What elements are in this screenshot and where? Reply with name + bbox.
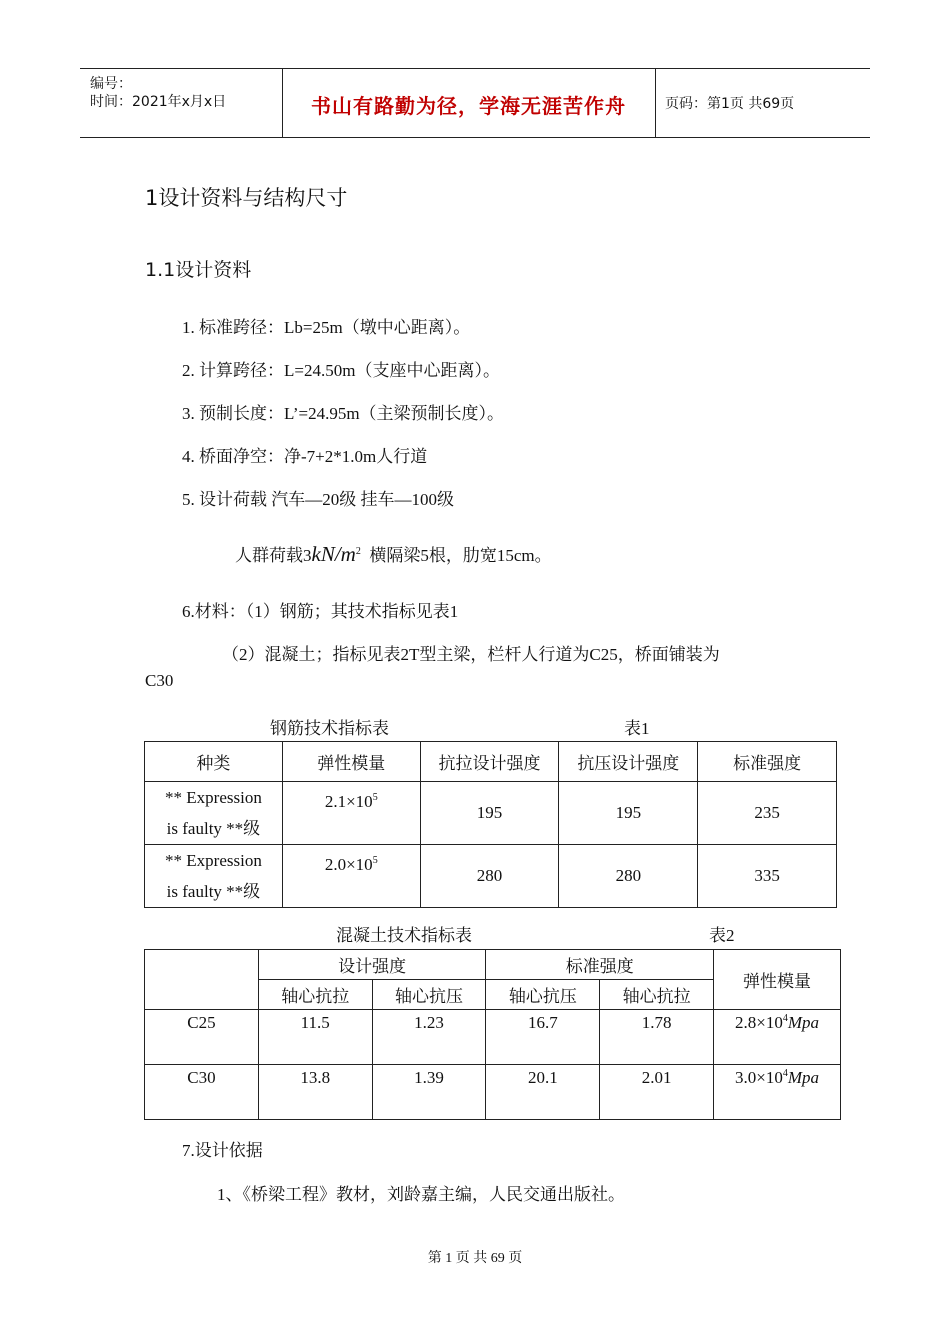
value-cell: 11.5 <box>258 1010 372 1065</box>
header-motto: 书山有路勤为径，学海无涯苦作舟 <box>311 94 626 118</box>
value-cell: 1.39 <box>372 1065 486 1120</box>
value-cell: 13.8 <box>258 1065 372 1120</box>
modulus-header: 弹性模量 <box>714 950 841 1010</box>
item-materials: 6.材料：（1）钢筋；其技术指标见表1 <box>182 602 459 621</box>
table-row <box>145 782 837 845</box>
value-cell: 16.7 <box>486 1010 600 1065</box>
table-header-cell: 抗拉设计强度 <box>420 742 559 782</box>
table-subheader-cell: 轴心抗压 <box>372 980 486 1010</box>
concrete-spec-table <box>144 949 841 1120</box>
modulus-base: 2.0×10 <box>324 855 373 874</box>
page-footer: 第 1 页 共 69 页 <box>427 1251 523 1266</box>
modulus-base: 3.0×10 <box>735 1068 783 1087</box>
item-prefab-length: 3. 预制长度：L’=24.95m（主梁预制长度）。 <box>182 404 505 423</box>
item-design-basis-ref: 1、《桥梁工程》教材，刘龄嘉主编，人民交通出版社。 <box>217 1185 625 1204</box>
tension-cell: 280 <box>420 845 559 908</box>
item-calc-span: 2. 计算跨径：L=24.50m（支座中心距离）。 <box>182 361 500 380</box>
item-materials-concrete: （2）混凝土；指标见表2T型主梁，栏杆人行道为C25，桥面铺装为 <box>222 645 720 664</box>
design-strength-header: 设计强度 <box>258 950 486 980</box>
subsection-title: 1.1设计资料 <box>145 259 252 281</box>
grade-cell: C30 <box>145 1065 259 1120</box>
crowd-load-unit: kN/m <box>311 542 356 566</box>
section-title: 1设计资料与结构尺寸 <box>145 186 348 210</box>
table2-caption: 混凝土技术指标表 <box>336 926 472 945</box>
table-subheader-cell: 轴心抗拉 <box>600 980 714 1010</box>
table2-number: 表2 <box>709 926 735 945</box>
modulus-base: 2.1×10 <box>324 792 373 811</box>
item-deck-clearance: 4. 桥面净空：净-7+2*1.0m人行道 <box>182 447 428 466</box>
steel-spec-table <box>144 741 837 908</box>
modulus-base: 2.8×10 <box>735 1013 783 1032</box>
crowd-load-prefix: 人群荷载3 <box>235 546 312 565</box>
grade-cell: C25 <box>145 1010 259 1065</box>
value-cell: 1.78 <box>600 1010 714 1065</box>
item-span: 1. 标准跨径：Lb=25m（墩中心距离）。 <box>182 318 471 337</box>
item-design-basis: 7.设计依据 <box>182 1141 263 1160</box>
grade-header-cell <box>145 950 259 1010</box>
standard-strength-header: 标准强度 <box>486 950 714 980</box>
header-meta-cell <box>80 69 283 137</box>
modulus-cell <box>282 845 420 908</box>
steel-type-cell <box>145 845 283 908</box>
crowd-load-exponent: 2 <box>355 546 361 557</box>
modulus-exponent: 4 <box>782 1068 788 1079</box>
crowd-load-suffix: 横隔梁5根，肋宽15cm。 <box>369 546 552 565</box>
modulus-cell <box>714 1065 841 1120</box>
modulus-cell <box>282 782 420 845</box>
doc-time-label: 时间：2021年x月x日 <box>90 94 227 110</box>
table-subheader-cell: 轴心抗压 <box>486 980 600 1010</box>
steel-type-line: ** Expression <box>165 788 262 807</box>
table-header-cell: 弹性模量 <box>282 742 420 782</box>
table-subheader-cell: 轴心抗拉 <box>258 980 372 1010</box>
table-header-cell: 种类 <box>145 742 283 782</box>
compression-cell: 195 <box>559 782 698 845</box>
modulus-cell <box>714 1010 841 1065</box>
modulus-exponent: 5 <box>372 855 378 866</box>
table-header-row <box>145 742 837 782</box>
header-motto-cell <box>282 69 656 137</box>
table-header-row <box>145 950 841 980</box>
table1-caption: 钢筋技术指标表 <box>270 719 389 738</box>
item-design-load: 5. 设计荷载 汽车—20级 挂车—100级 <box>182 490 454 509</box>
value-cell: 20.1 <box>486 1065 600 1120</box>
tension-cell: 195 <box>420 782 559 845</box>
item-crowd-load <box>235 541 552 567</box>
header-page-cell <box>655 69 870 137</box>
standard-cell: 335 <box>698 845 837 908</box>
modulus-exponent: 4 <box>782 1013 788 1024</box>
steel-type-line: ** Expression <box>165 851 262 870</box>
modulus-unit: Mpa <box>787 1013 820 1032</box>
steel-type-line: is faulty **级 <box>166 882 261 901</box>
table1-number: 表1 <box>624 719 650 738</box>
standard-cell: 235 <box>698 782 837 845</box>
modulus-unit: Mpa <box>787 1068 820 1087</box>
steel-type-line: is faulty **级 <box>166 819 261 838</box>
page-header <box>80 68 870 138</box>
table-row <box>145 1065 841 1120</box>
table-header-cell: 标准强度 <box>698 742 837 782</box>
header-page-code: 页码：第1页 共69页 <box>665 96 795 112</box>
table-row <box>145 845 837 908</box>
value-cell: 1.23 <box>372 1010 486 1065</box>
table-row <box>145 1010 841 1065</box>
modulus-exponent: 5 <box>372 792 378 803</box>
compression-cell: 280 <box>559 845 698 908</box>
value-cell: 2.01 <box>600 1065 714 1120</box>
steel-type-cell <box>145 782 283 845</box>
doc-number-label: 编号： <box>90 76 132 92</box>
item-materials-concrete-cont: C30 <box>145 671 174 690</box>
table-header-cell: 抗压设计强度 <box>559 742 698 782</box>
